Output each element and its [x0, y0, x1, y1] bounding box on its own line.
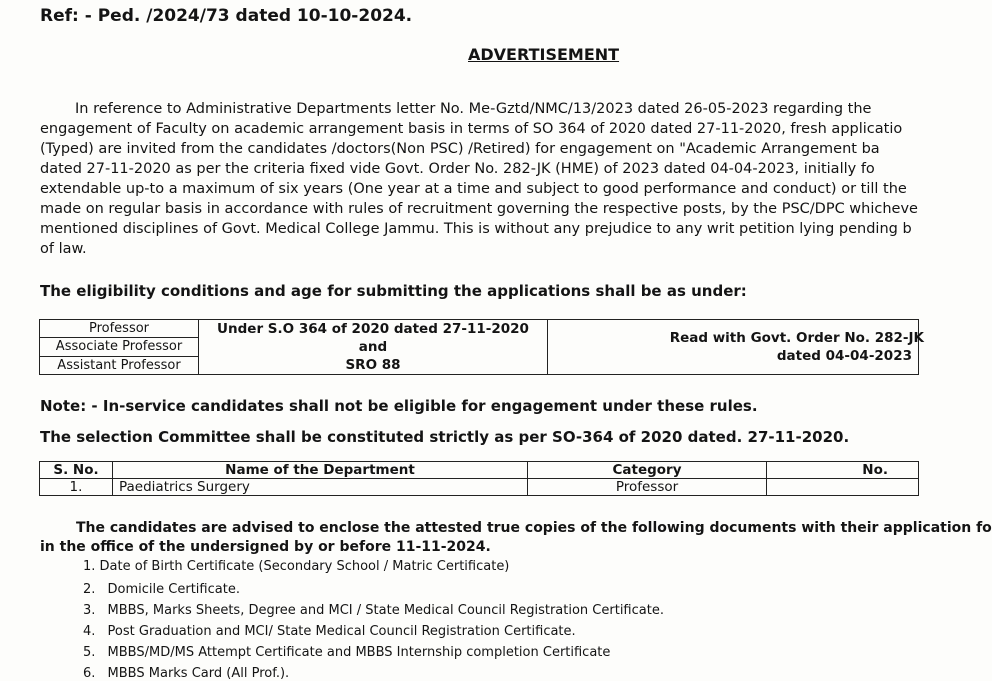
post-cell: Associate Professor [40, 338, 199, 356]
document-item-number: 1. [83, 559, 96, 574]
document-item-number: 4. [83, 624, 96, 639]
reference-number: Ref: - Ped. /2024/73 dated 10-10-2024. [40, 6, 413, 26]
document-item-number: 6. [83, 666, 96, 681]
paragraph-line-8: of law. [40, 241, 87, 257]
eligibility-order-line: dated 04-04-2023 [776, 348, 912, 364]
eligibility-order-line: Read with Govt. Order No. 282-JK [669, 330, 924, 346]
paragraph-line-6: made on regular basis in accordance with rules of recruitment governing the respective posts, by the PSC/DPC whicheve [40, 201, 918, 217]
cell-no [767, 479, 919, 496]
document-item-text: MBBS Marks Card (All Prof.). [107, 666, 290, 681]
paragraph-line-1: In reference to Administrative Departments letter No. Me-Gztd/NMC/13/2023 dated 26-05-2023 regarding the [75, 101, 872, 117]
document-item-text: Domicile Certificate. [107, 582, 240, 597]
eligibility-rule-line: Under S.O 364 of 2020 dated 27-11-2020 and [217, 321, 529, 355]
department-table [39, 461, 919, 496]
cell-category: Professor [528, 479, 767, 496]
eligibility-rule-cell [199, 320, 548, 375]
eligibility-table [39, 319, 924, 375]
post-cell: Assistant Professor [40, 356, 199, 374]
document-item-number: 5. [83, 645, 96, 660]
cell-sno: 1. [40, 479, 113, 496]
document-item-2 [83, 582, 240, 597]
committee-text: The selection Committee shall be constituted strictly as per SO-364 of 2020 dated. 27-11-2020. [40, 428, 850, 446]
paragraph-line-3: (Typed) are invited from the candidates /doctors(Non PSC) /Retired) for engagement on "Academic Arrangement ba [40, 141, 880, 157]
document-item-text: Date of Birth Certificate (Secondary School / Matric Certificate) [99, 559, 510, 574]
document-title: ADVERTISEMENT [468, 45, 620, 64]
document-item-number: 2. [83, 582, 96, 597]
table-header-row [40, 462, 919, 479]
header-category: Category [528, 462, 767, 479]
document-item-6 [83, 666, 289, 681]
document-item-1 [83, 559, 509, 574]
document-item-3 [83, 603, 664, 618]
header-department: Name of the Department [113, 462, 528, 479]
document-item-text: MBBS, Marks Sheets, Degree and MCI / State Medical Council Registration Certificate. [107, 603, 664, 618]
eligibility-rule-line: SRO 88 [345, 357, 401, 373]
advice-line-1: The candidates are advised to enclose the attested true copies of the following documents with their application fo [76, 520, 992, 536]
paragraph-line-4: dated 27-11-2020 as per the criteria fixed vide Govt. Order No. 282-JK (HME) of 2023 dated 04-04-2023, initially fo [40, 161, 875, 177]
header-sno: S. No. [40, 462, 113, 479]
paragraph-line-2: engagement of Faculty on academic arrangement basis in terms of SO 364 of 2020 dated 27-11-2020, fresh applicatio [40, 121, 903, 137]
cell-department: Paediatrics Surgery [113, 479, 528, 496]
table-row [40, 479, 919, 496]
eligibility-order-cell [548, 320, 924, 375]
document-item-number: 3. [83, 603, 96, 618]
paragraph-line-5: extendable up-to a maximum of six years (One year at a time and subject to good performance and conduct) or till the [40, 181, 907, 197]
note-text: Note: - In-service candidates shall not be eligible for engagement under these rules. [40, 397, 758, 415]
document-item-4 [83, 624, 576, 639]
post-cell: Professor [40, 320, 199, 338]
document-item-5 [83, 645, 610, 660]
header-no: No. [767, 462, 919, 479]
paragraph-line-7: mentioned disciplines of Govt. Medical College Jammu. This is without any prejudice to any writ petition lying pending b [40, 221, 912, 237]
document-item-text: Post Graduation and MCI/ State Medical Council Registration Certificate. [107, 624, 576, 639]
document-item-text: MBBS/MD/MS Attempt Certificate and MBBS Internship completion Certificate [107, 645, 611, 660]
advice-line-2: in the office of the undersigned by or before 11-11-2024. [40, 539, 491, 555]
eligibility-heading: The eligibility conditions and age for submitting the applications shall be as under: [40, 282, 747, 300]
